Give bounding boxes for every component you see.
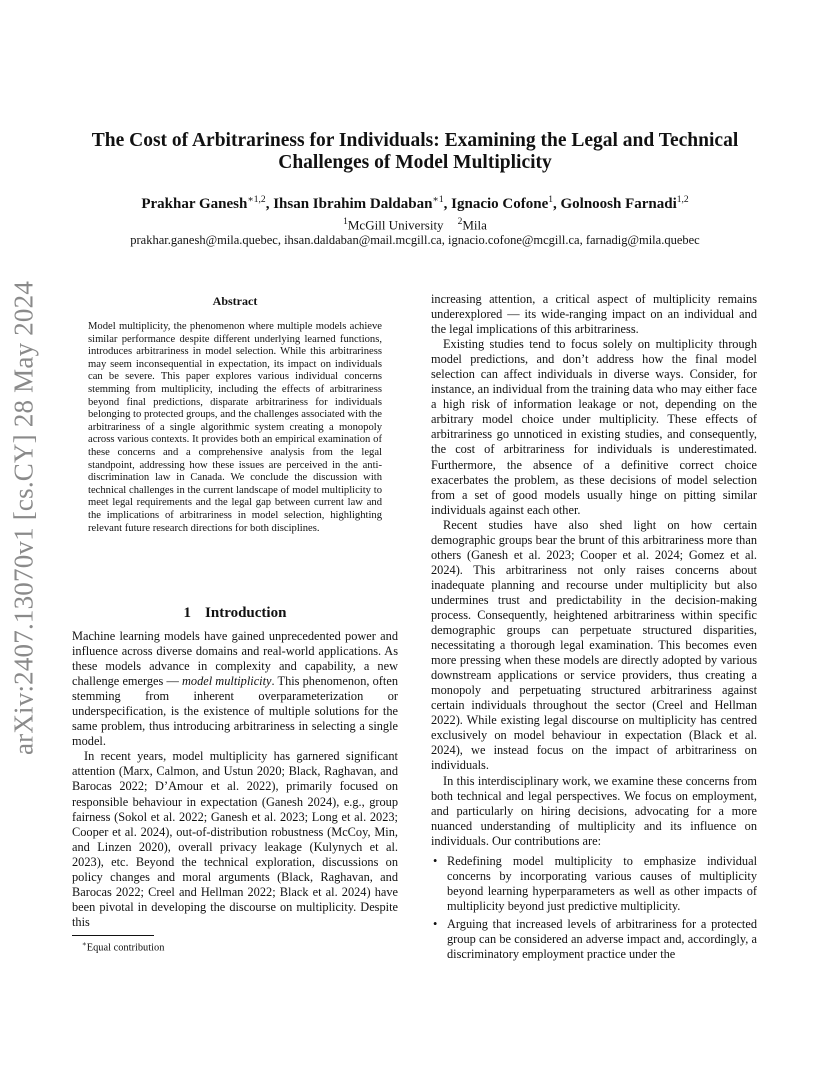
paragraph: In this interdisciplinary work, we examine these concerns from both technical and legal perspectives. We focus on employment, and particularly on hiring decisions, advocating for a more nuanced understanding of multiplicity and its influence on individuals. Our contributions are:	[431, 773, 757, 848]
author-separator: ,	[552, 196, 561, 212]
title-line-2: Challenges of Model Multiplicity	[278, 152, 552, 173]
list-item	[431, 854, 757, 914]
author-separator: ,	[265, 196, 274, 212]
author-affiliation-mark: 1	[548, 195, 553, 205]
affiliation-mark: 1	[343, 217, 348, 227]
author-affiliation-mark: 1,2	[676, 195, 689, 205]
arxiv-identifier: arXiv:2407.13070v1 [cs.CY] 28 May 2024	[8, 280, 39, 756]
section-heading	[72, 605, 398, 622]
author-name: Prakhar Ganesh	[141, 196, 248, 212]
affiliation-mark: 2	[457, 217, 463, 227]
list-item	[431, 917, 757, 962]
affiliations	[74, 217, 756, 233]
paragraph: increasing attention, a critical aspect of multiplicity remains underexplored — its wide-ranging impact on an individual and the legal implications of this arbitrariness.	[431, 292, 757, 337]
author-separator: ,	[443, 196, 452, 212]
title-line-1: The Cost of Arbitrariness for Individuals: Examining the Legal and Technical	[91, 130, 739, 151]
paragraph: Recent studies have also shed light on how certain demographic groups bear the brunt of this arbitrariness more than others (Ganesh et al. 2023; Cooper et al. 2024; Gomez et al. 2024). This arbitrariness not only raises concerns about inadequate planning and recourse under multiplicity but also undermines trust and predictability in the decision-making process. Consequently, heightened arbitrariness within specific demographic groups can perpetuate structured disparities, necessitating a thorough legal examination. This becomes even more pressing when these models are directly adopted by various downstream applications or service providers, thus creating a monopoly and perpetuating structured arbitrariness against certain individuals throughout the sector (Creel and Hellman 2022). While existing legal discourse on multiplicity has centred exclusively on model behaviour in expectation (Black et al. 2024), we instead focus on the impact of arbitrariness on individuals.	[431, 517, 757, 773]
paragraph-text: . This phenomenon, often stemming from inherent overparameterization or underspecification, is the existence of multiple solutions for the same problem, thus introducing arbitrariness in selecting a single model.	[72, 674, 398, 749]
arxiv-sidebar	[0, 268, 50, 768]
affiliation-name: McGill University	[347, 217, 444, 233]
section-title: Introduction	[205, 605, 287, 621]
footnote-text: Equal contribution	[86, 942, 165, 954]
footnote	[82, 940, 164, 953]
list-item-text: Arguing that increased levels of arbitrariness for a protected group can be considered an adverse impact and, accordingly, a discriminatory employment practice under the	[447, 916, 757, 962]
author-name: Ignacio Cofone	[451, 196, 549, 212]
author-name: Golnoosh Farnadi	[560, 196, 677, 212]
list-item-text: Redefining model multiplicity to emphasize individual concerns by incorporating various causes of multiplicity beyond learning hyperparameters as well as other impacts of multiplicity beyond just predictive multiplicity.	[447, 853, 757, 913]
author-affiliation-mark: ∗1	[432, 195, 444, 205]
footnote-mark: ∗	[82, 940, 87, 948]
author-affiliation-mark: ∗1,2	[247, 195, 266, 205]
section-number: 1	[183, 605, 192, 621]
author-name: Ihsan Ibrahim Daldaban	[273, 196, 433, 212]
footnote-divider	[72, 935, 154, 936]
paper-title	[74, 130, 756, 174]
paragraph-text: Machine learning models have gained unprecedented power and influence across diverse domains and real-world applications. As these models advance in complexity and capability, a new challenge emerges —	[72, 629, 398, 689]
paragraph: Existing studies tend to focus solely on multiplicity through model predictions, and don’t address how the final model selection can affect individuals in diverse ways. Consider, for instance, an individual from the training data who may either face a high risk of information leakage or not, depending on the arbitrary model choice under multiplicity. These effects of arbitrariness go unnoticed in existing studies, and consequently, the cost of arbitrariness for individuals is underestimated. Furthermore, the absence of a definitive correct choice exacerbates the problem, as these decisions of model selection from a set of good models usually hinge on pitting similar individuals against each other.	[431, 337, 757, 517]
affiliation-name: Mila	[462, 217, 487, 233]
right-column-body	[431, 292, 757, 965]
paragraph	[72, 629, 398, 749]
contributions-list	[431, 854, 757, 962]
author-emails: prakhar.ganesh@mila.quebec, ihsan.daldaban@mail.mcgill.ca, ignacio.cofone@mcgill.ca, farnadig@mila.quebec	[130, 233, 700, 247]
bullet-icon: •	[433, 853, 438, 868]
bullet-icon: •	[433, 916, 438, 931]
left-column-body	[72, 629, 398, 930]
paragraph: In recent years, model multiplicity has garnered significant attention (Marx, Calmon, and Ustun 2020; Black, Raghavan, and Barocas 2022; D’Amour et al. 2022), primarily focused on responsible behaviour in expectation (Ganesh 2024), e.g., group fairness (Sokol et al. 2022; Ganesh et al. 2023; Long et al. 2023; Cooper et al. 2024), out-of-distribution robustness (McCoy, Min, and Linzen 2020), overall privacy leakage (Kulynych et al. 2023), etc. Beyond the technical exploration, discussions on policy changes and moral arguments (Black, Raghavan, and Barocas 2022; Creel and Hellman 2022; Black et al. 2024) have been pivotal in developing the discourse on multiplicity. Despite this	[72, 749, 398, 929]
emphasis-text: model multiplicity	[181, 674, 272, 689]
abstract-text: Model multiplicity, the phenomenon where multiple models achieve similar performance despite different underlying learned functions, introduces arbitrariness in model selection. While this arbitrariness may seem inconsequential in expectation, its impact on individuals can be severe. This paper explores various individual concerns stemming from multiplicity, including the effects of arbitrariness beyond final predictions, disparate arbitrariness for individuals belonging to protected groups, and the challenges associated with the arbitrariness of a single algorithmic system creating a monopoly across various contexts. It provides both an empirical examination of these concerns and a comprehensive analysis from the legal standpoint, addressing how these issues are perceived in the anti-discrimination law in Canada. We conclude the discussion with technical challenges in the current landscape of model multiplicity to meet legal requirements and the legal gap between current law and the implications of arbitrariness in model selection, highlighting relevant future research directions for both disciplines.	[88, 321, 382, 534]
author-list	[74, 194, 756, 213]
abstract-heading: Abstract	[212, 294, 258, 308]
